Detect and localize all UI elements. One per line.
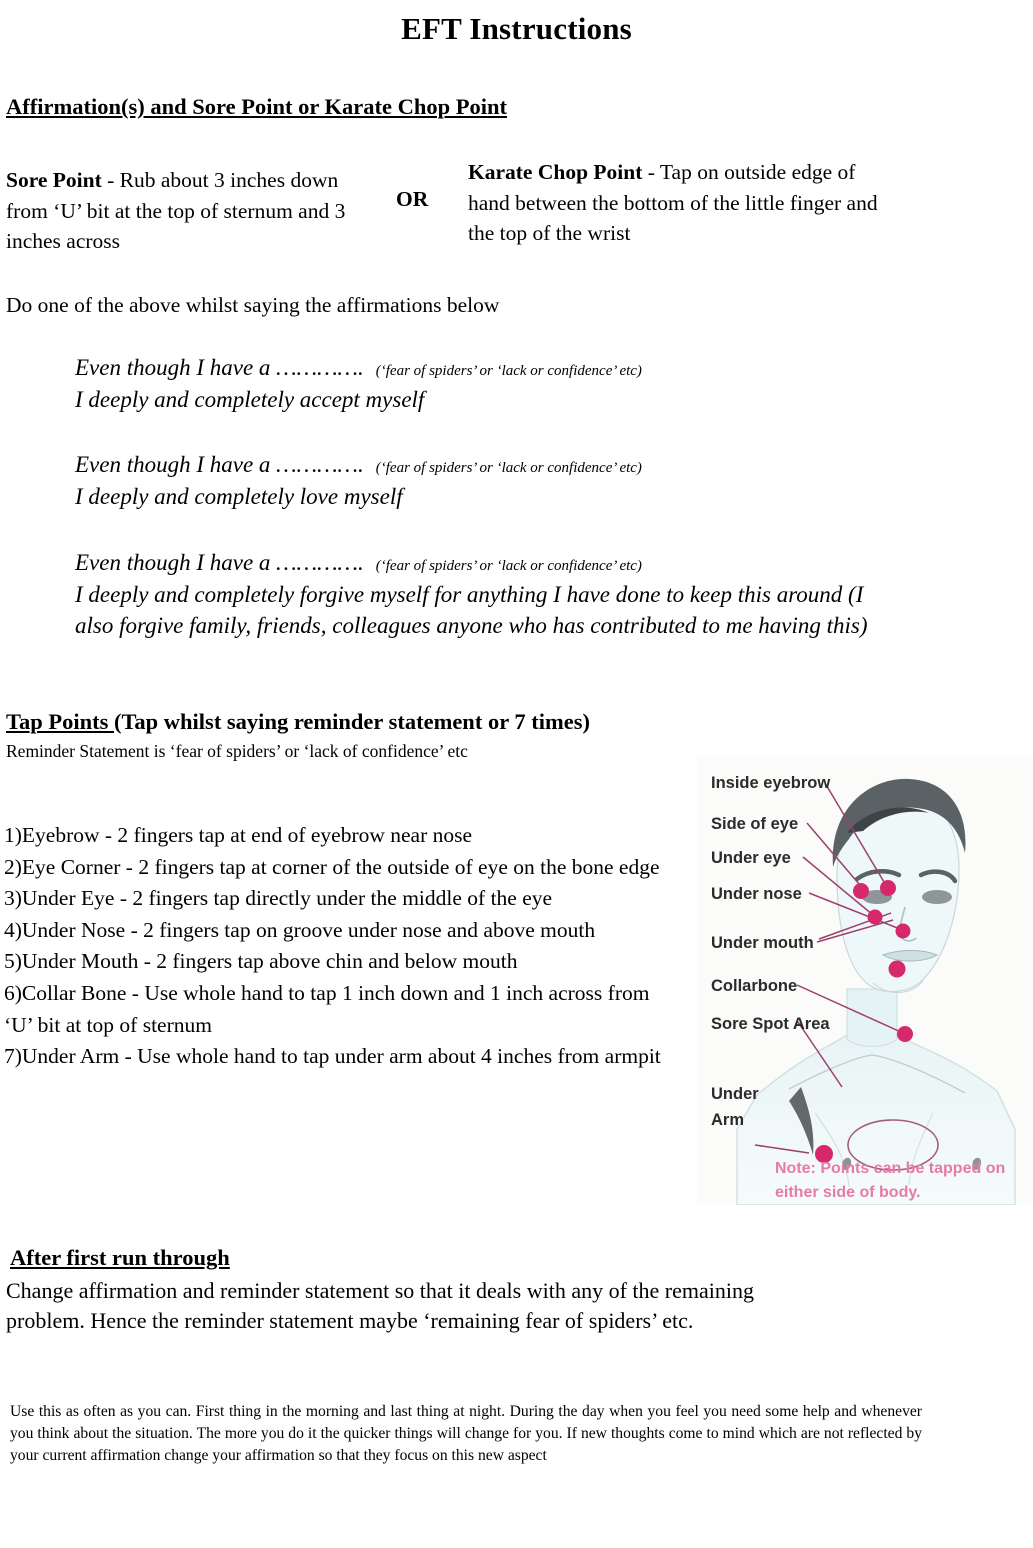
affirmation-closing-line: I deeply and completely forgive myself for anything I have done to keep this around (I also forgive family, friends, colleagues anyone who has contributed to me having this) (75, 581, 868, 639)
affirmations-list (75, 352, 975, 676)
diagram-note-line-1: Note: Points can be tapped on (775, 1160, 1006, 1177)
diagram-label: Arm (711, 1111, 745, 1129)
sore-vs-karate-row (0, 160, 1033, 295)
point-under-nose (896, 924, 911, 939)
tap-point-item: 1)Eyebrow - 2 fingers tap at end of eyebrow near nose (4, 823, 473, 847)
affirmation-opening-line (75, 547, 975, 579)
affirmation-example-note: (‘fear of spiders’ or ‘lack or confidence’ etc) (375, 557, 642, 574)
after-first-run-body: Change affirmation and reminder statement so that it deals with any of the remaining problem. Hence the reminder statement maybe ‘remaining fear of spiders’ etc. (6, 1278, 754, 1334)
tap-points-list (4, 820, 664, 1073)
diagram-label: Side of eye (711, 815, 799, 833)
document-page (0, 12, 1033, 1548)
karate-chop-point-label: Karate Chop Point (468, 160, 643, 184)
diagram-label: Under nose (711, 885, 802, 903)
point-under-eye (868, 910, 883, 925)
tap-point-item: 2)Eye Corner - 2 fingers tap at corner of the outside of eye on the bone edge (4, 854, 660, 879)
reminder-statement-line: Reminder Statement is ‘fear of spiders’ or ‘lack of confidence’ etc (6, 741, 468, 761)
diagram-label: Under (711, 1085, 759, 1103)
affirmation-opening-text: Even though I have a …………. (75, 355, 364, 380)
tap-point-item: 6)Collar Bone - Use whole hand to tap 1 inch down and 1 inch across from ‘U’ bit at top of sternum (4, 980, 650, 1037)
affirmation-closing-line: I deeply and completely accept myself (75, 386, 425, 412)
affirmation-opening-line (75, 352, 975, 384)
tap-point-item: 7)Under Arm - Use whole hand to tap under arm about 4 inches from armpit (4, 1044, 661, 1069)
or-separator-label: OR (396, 187, 429, 211)
affirmation-opening-text: Even though I have a …………. (75, 549, 364, 575)
diagram-label: Under eye (711, 849, 791, 867)
tap-points-heading (6, 709, 590, 735)
tap-point-item: 5)Under Mouth - 2 fingers tap above chin and below mouth (4, 949, 518, 974)
tap-point-item: 4)Under Nose - 2 fingers tap on groove under nose and above mouth (4, 917, 596, 942)
affirmation-block (75, 547, 975, 642)
karate-chop-point-text: - Tap on outside edge of hand between the bottom of the little finger and the top of the wrist (468, 160, 878, 246)
tap-points-heading-underlined: Tap Points (6, 709, 114, 734)
point-collarbone (897, 1026, 913, 1042)
karate-chop-point-block (468, 157, 888, 249)
page-title: EFT Instructions (401, 11, 632, 46)
affirmation-closing-line: I deeply and completely love myself (75, 484, 403, 510)
after-first-run-heading (10, 1245, 230, 1271)
affirmation-example-note: (‘fear of spiders’ or ‘lack or confidence’ etc) (375, 363, 642, 379)
sore-point-block (6, 165, 384, 257)
affirmation-section-heading: Affirmation(s) and Sore Point or Karate Chop Point (6, 94, 508, 119)
diagram-label: Under mouth (711, 934, 814, 952)
sore-point-label: Sore Point (6, 168, 102, 192)
affirmation-opening-line (75, 449, 975, 481)
affirmation-block (75, 352, 975, 415)
after-first-run-heading-text: After first run through (10, 1245, 230, 1270)
diagram-note-line-2: either side of body. (775, 1184, 921, 1201)
diagram-label: Sore Spot Area (711, 1015, 830, 1033)
affirmation-opening-text: Even though I have a …………. (75, 452, 364, 478)
point-inside-eyebrow (880, 880, 896, 896)
do-one-instruction: Do one of the above whilst saying the affirmations below (6, 293, 500, 317)
footer-usage-note: Use this as often as you can. First thing in the morning and last thing at night. During the day when you feel you need some help and whenever you think about the situation. The more you do it the quicker things will change for you. If new thoughts come to mind which are not reflected by your current affirmation change your affirmation so that they focus on this new aspect (10, 1403, 922, 1465)
diagram-svg (697, 757, 1033, 1205)
affirmation-block (75, 449, 975, 512)
tap-points-heading-rest: (Tap whilst saying reminder statement or 7 times) (113, 709, 590, 734)
diagram-label: Collarbone (711, 977, 798, 995)
tapping-points-diagram (697, 757, 1033, 1205)
tap-point-item: 3)Under Eye - 2 fingers tap directly under the middle of the eye (4, 886, 553, 911)
point-side-of-eye (853, 883, 869, 899)
sore-point-text: - Rub about 3 inches down from ‘U’ bit at the top of sternum and 3 inches across (6, 168, 346, 254)
point-under-mouth (889, 961, 906, 978)
diagram-label: Inside eyebrow (711, 774, 831, 792)
affirmation-example-note: (‘fear of spiders’ or ‘lack or confidence’ etc) (375, 460, 642, 477)
